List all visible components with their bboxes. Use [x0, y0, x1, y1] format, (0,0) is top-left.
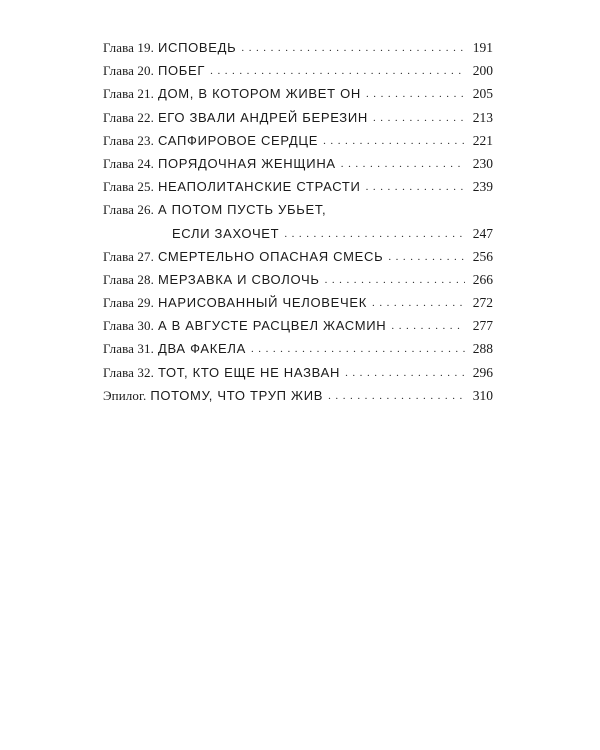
page-number: 256 [472, 248, 493, 264]
chapter-label: Глава 29. [103, 295, 154, 311]
chapter-title: ДОМ, В КОТОРОМ ЖИВЕТ ОН [157, 86, 361, 102]
toc-entry-epilogue [103, 384, 493, 407]
toc-entry-ch25 [103, 175, 493, 198]
page-number: 272 [472, 295, 493, 311]
chapter-title-continued: ЕСЛИ ЗАХОЧЕТ [171, 225, 280, 241]
chapter-title: ПОТОМУ, ЧТО ТРУП ЖИВ [150, 387, 324, 403]
page-number: 310 [472, 387, 493, 403]
page-number: 239 [472, 179, 493, 195]
dot-leader [372, 292, 465, 315]
dot-leader [366, 83, 465, 106]
chapter-title: ЕГО ЗВАЛИ АНДРЕЙ БЕРЕЗИН [157, 109, 368, 125]
toc-entry-ch27 [103, 245, 493, 268]
toc-entry-ch21 [103, 82, 493, 105]
page-number: 247 [472, 225, 493, 241]
chapter-label: Глава 20. [103, 63, 154, 79]
table-of-contents [103, 36, 493, 407]
dot-leader [251, 338, 465, 361]
toc-entry-ch29 [103, 291, 493, 314]
page-number: 230 [472, 155, 493, 171]
toc-entry-ch26 [103, 198, 493, 244]
toc-entry-ch23 [103, 129, 493, 152]
toc-entry-ch20 [103, 59, 493, 82]
toc-entry-ch30 [103, 314, 493, 337]
chapter-label: Глава 30. [103, 318, 154, 334]
toc-entry-ch28 [103, 268, 493, 291]
chapter-label: Глава 25. [103, 179, 154, 195]
page-number: 277 [472, 318, 493, 334]
chapter-label: Глава 19. [103, 40, 154, 55]
chapter-label: Глава 24. [103, 155, 154, 171]
chapter-label: Глава 28. [103, 271, 154, 287]
page-number: 191 [472, 40, 493, 55]
page-number: 221 [472, 132, 493, 148]
chapter-title: СМЕРТЕЛЬНО ОПАСНАЯ СМЕСЬ [157, 248, 384, 264]
page-number: 205 [472, 86, 493, 102]
page-number: 213 [472, 109, 493, 125]
chapter-label: Глава 21. [103, 86, 154, 102]
dot-leader [210, 60, 465, 83]
toc-entry-ch31 [103, 337, 493, 360]
chapter-title: НАРИСОВАННЫЙ ЧЕЛОВЕЧЕК [157, 295, 368, 311]
dot-leader [388, 246, 465, 269]
dot-leader [373, 107, 465, 130]
dot-leader [284, 223, 465, 246]
chapter-label: Глава 26. [103, 202, 154, 218]
dot-leader [325, 269, 465, 292]
chapter-title: ДВА ФАКЕЛА [157, 341, 246, 357]
chapter-title: А ПОТОМ ПУСТЬ УБЬЕТ, [157, 202, 327, 218]
page-number: 296 [472, 364, 493, 380]
chapter-label: Глава 23. [103, 132, 154, 148]
chapter-label: Глава 22. [103, 109, 154, 125]
dot-leader [323, 130, 465, 153]
page-number: 200 [472, 63, 493, 79]
chapter-label: Глава 32. [103, 364, 154, 380]
chapter-title: А В АВГУСТЕ РАСЦВЕЛ ЖАСМИН [157, 318, 387, 334]
chapter-title: ТОТ, КТО ЕЩЕ НЕ НАЗВАН [157, 364, 341, 380]
chapter-title: ИСПОВЕДЬ [157, 40, 237, 55]
page-number: 266 [472, 271, 493, 287]
chapter-label: Глава 31. [103, 341, 154, 357]
dot-leader [345, 362, 465, 385]
chapter-label: Глава 27. [103, 248, 154, 264]
dot-leader [366, 176, 465, 199]
dot-leader [328, 385, 465, 408]
toc-entry-ch22 [103, 106, 493, 129]
toc-entry-ch24 [103, 152, 493, 175]
chapter-title: ПОРЯДОЧНАЯ ЖЕНЩИНА [157, 155, 336, 171]
chapter-title: ПОБЕГ [157, 63, 206, 79]
chapter-title: САПФИРОВОЕ СЕРДЦЕ [157, 132, 319, 148]
dot-leader [341, 153, 465, 176]
chapter-title: НЕАПОЛИТАНСКИЕ СТРАСТИ [157, 179, 361, 195]
dot-leader [241, 37, 465, 60]
toc-entry-ch32 [103, 361, 493, 384]
chapter-title: МЕРЗАВКА И СВОЛОЧЬ [157, 271, 320, 287]
page-number: 288 [472, 341, 493, 357]
toc-entry-ch19 [103, 36, 493, 59]
dot-leader [391, 315, 465, 338]
chapter-label: Эпилог. [103, 387, 147, 403]
